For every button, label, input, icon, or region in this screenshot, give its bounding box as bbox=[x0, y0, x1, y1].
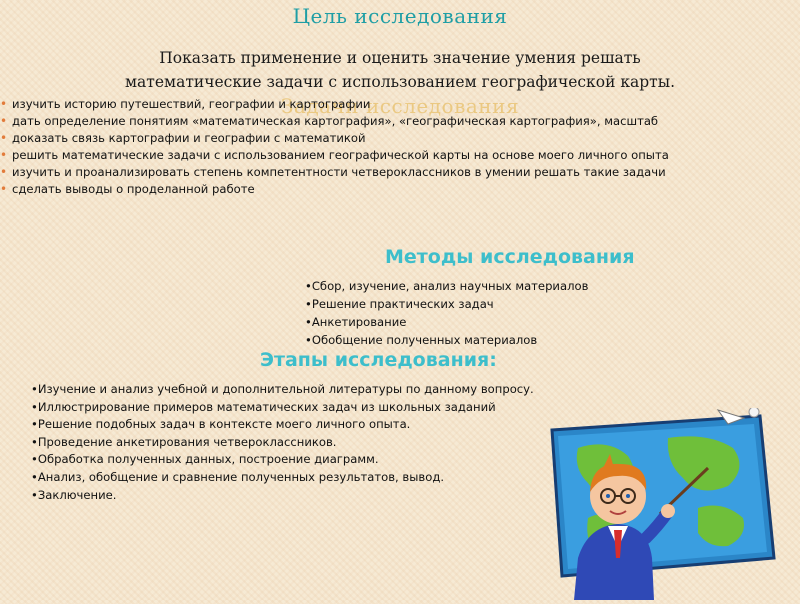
stages-list bbox=[31, 381, 534, 504]
list-item: •Решение подобных задач в контексте моего личного опыта. bbox=[31, 417, 411, 432]
stages-title: Этапы исследования: bbox=[260, 349, 497, 371]
list-item: • изучить историю путешествий, географии и картографии bbox=[0, 96, 790, 113]
list-item: • доказать связь картографии и географии с математикой bbox=[0, 130, 790, 147]
list-item: •Анализ, обобщение и сравнение полученных результатов, вывод. bbox=[31, 469, 445, 484]
list-item: •Обобщение полученных материалов bbox=[305, 333, 538, 347]
list-item: • изучить и проанализировать степень компетентности четвероклассников в умении решать такие задачи bbox=[0, 164, 790, 181]
list-item: • дать определение понятиям «математическая картография», «географическая картография», масштаб bbox=[0, 113, 790, 130]
list-item: •Иллюстрирование примеров математических задач из школьных заданий bbox=[31, 399, 496, 414]
illustration-svg bbox=[548, 408, 780, 600]
goal-text bbox=[40, 46, 760, 94]
methods-list bbox=[305, 277, 588, 349]
list-item: •Обработка полученных данных, построение диаграмм. bbox=[31, 452, 379, 467]
boy-with-map-illustration bbox=[548, 408, 780, 600]
tasks-list bbox=[0, 96, 790, 198]
list-item: • сделать выводы о проделанной работе bbox=[0, 181, 790, 198]
list-item: • решить математические задачи с использованием географической карты на основе моего личного опыта bbox=[0, 147, 790, 164]
list-item: •Сбор, изучение, анализ научных материалов bbox=[305, 279, 589, 293]
goal-text-line-2: математические задачи с использованием географической карты. bbox=[124, 73, 676, 91]
list-item: •Решение практических задач bbox=[305, 297, 494, 311]
list-item: •Анкетирование bbox=[305, 315, 407, 329]
tasks-title: Задачи исследования bbox=[280, 94, 520, 118]
goal-text-line-1: Показать применение и оценить значение умения решать bbox=[159, 49, 641, 67]
list-item: •Проведение анкетирования четвероклассников. bbox=[31, 434, 337, 449]
list-item: •Изучение и анализ учебной и дополнительной литературы по данному вопросу. bbox=[31, 382, 534, 396]
list-item: •Заключение. bbox=[31, 487, 117, 502]
methods-title: Методы исследования bbox=[385, 246, 635, 268]
goal-title: Цель исследования bbox=[292, 4, 508, 28]
